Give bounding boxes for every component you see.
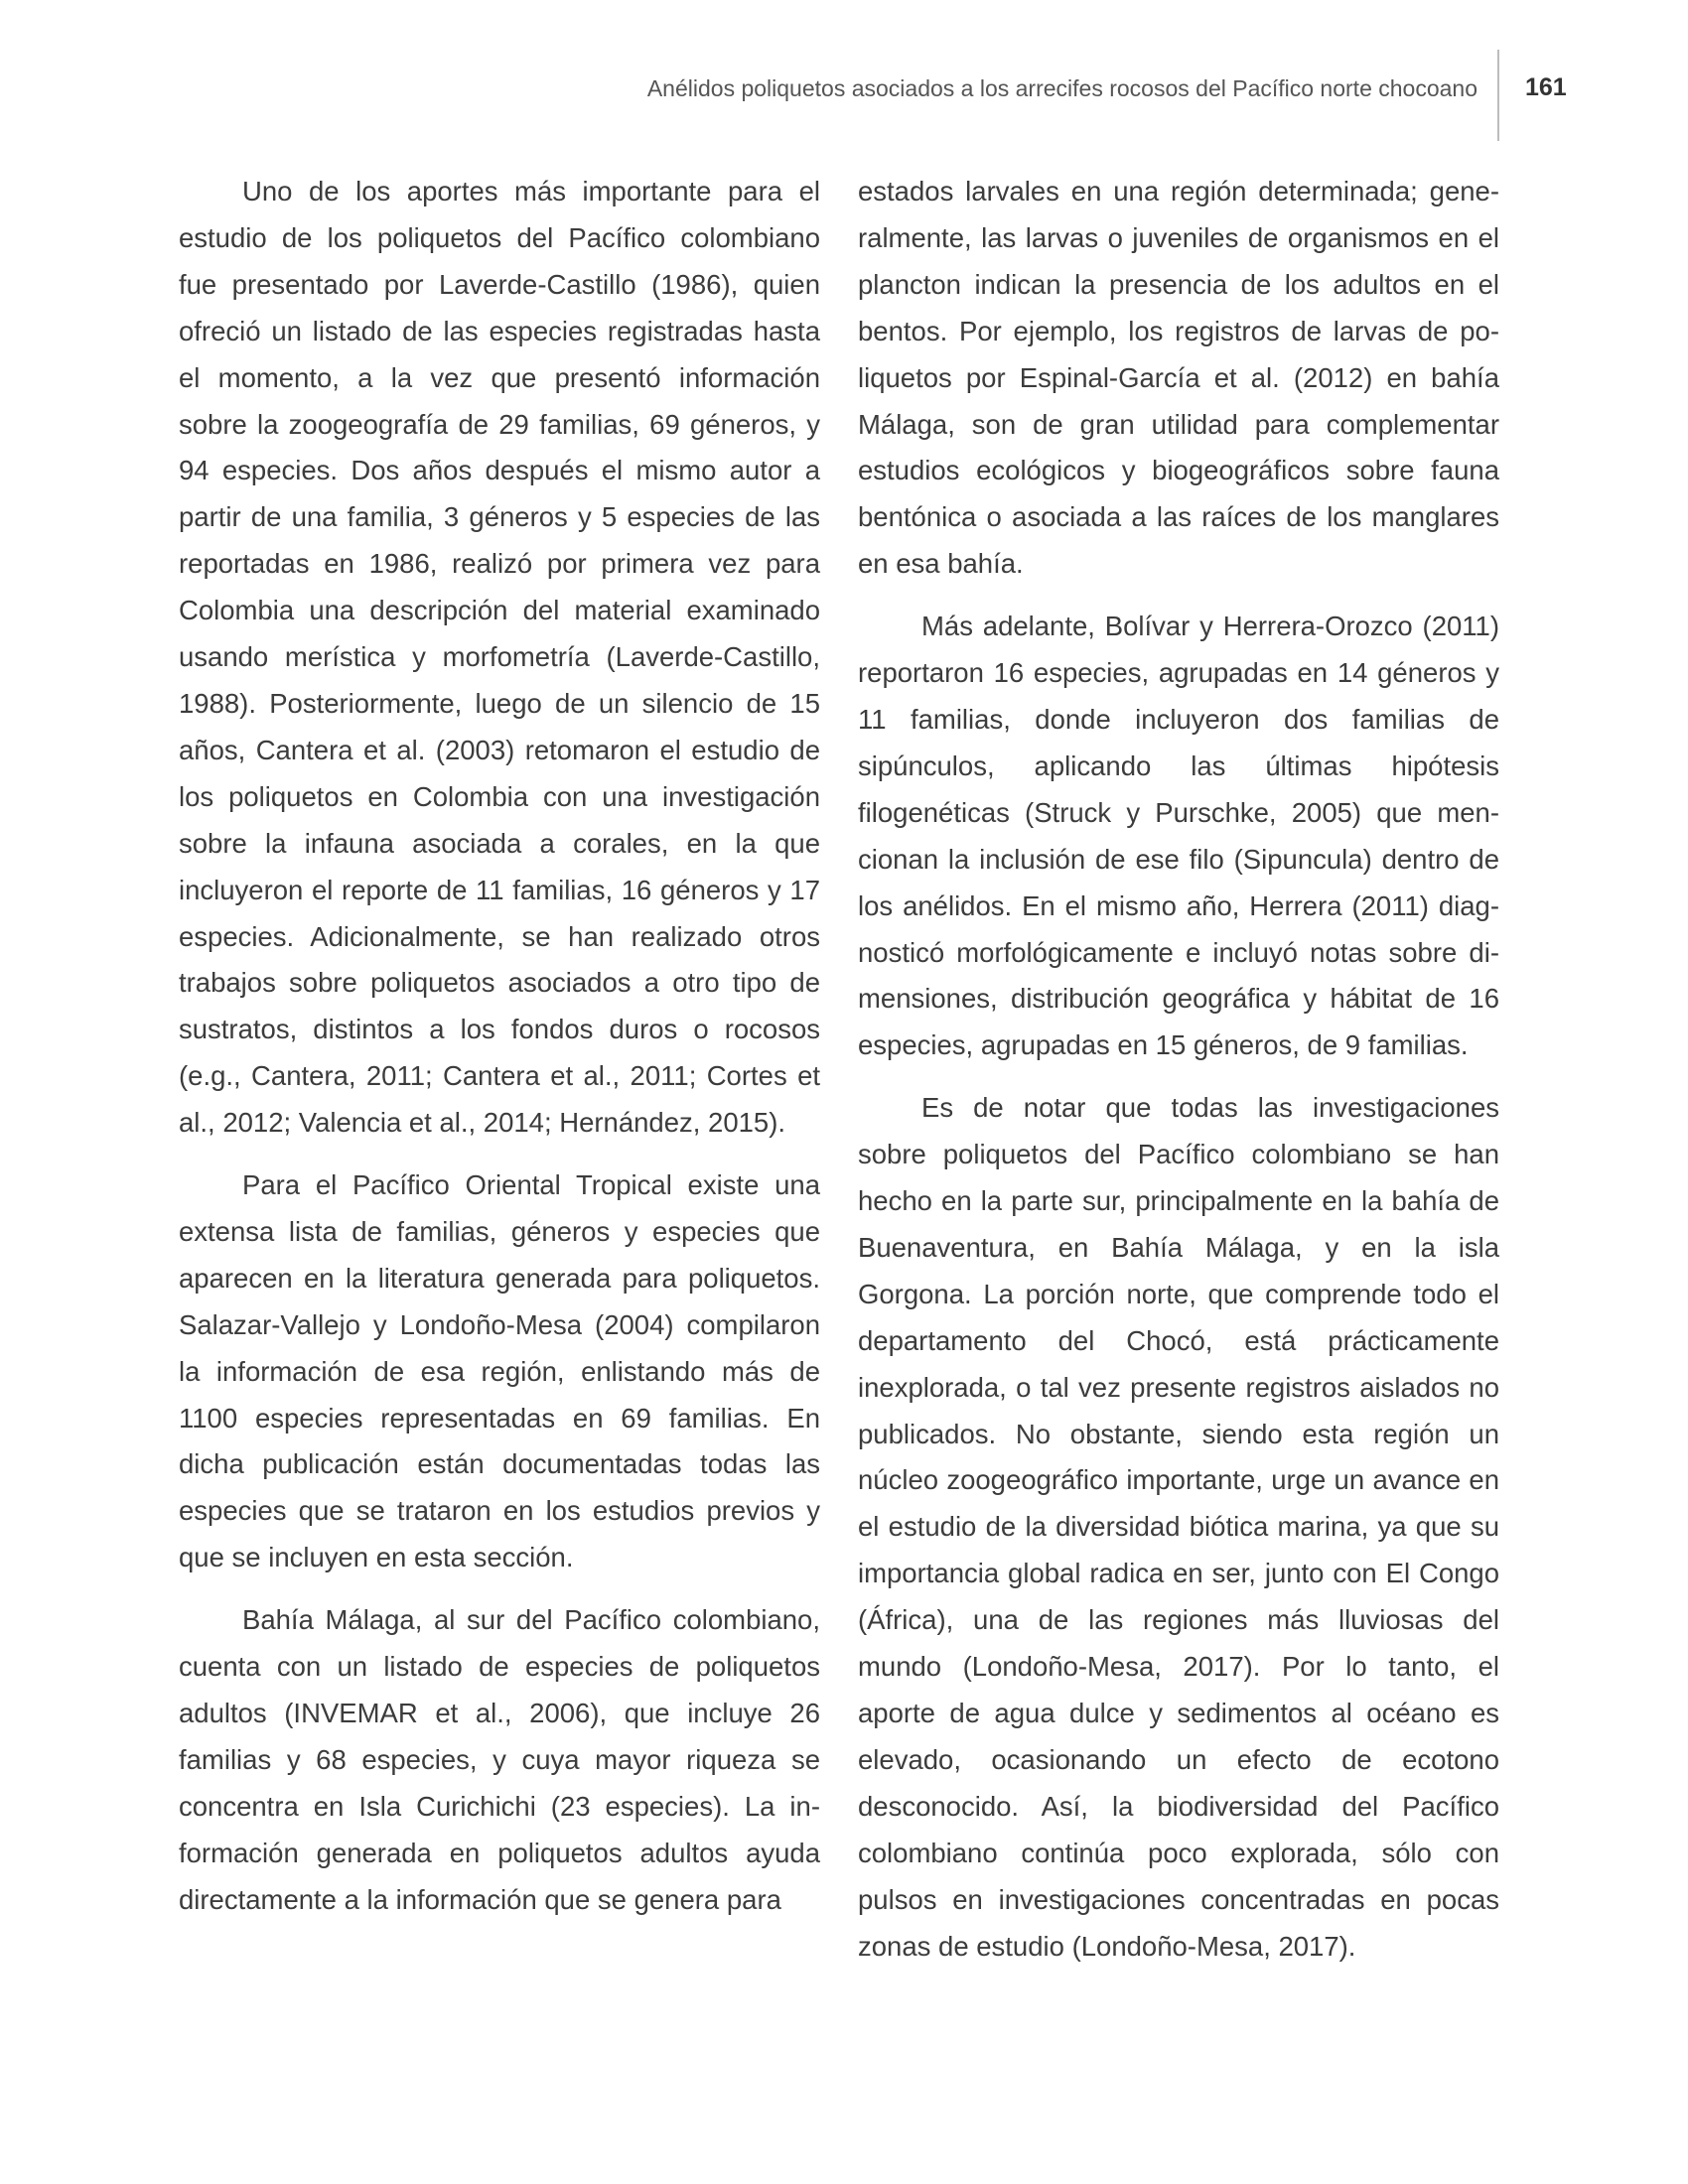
right-column [858, 169, 1499, 1985]
italic-run: et al [179, 1060, 820, 1139]
italic-run: e.g. [188, 1060, 234, 1092]
header-divider [1497, 50, 1499, 141]
text-run: , Cantera, 2011; Cantera [233, 1060, 551, 1092]
text-run: (2012) en bahía Málaga, son de gran utilidad para complementar estudios ecológicos y biogeográficos sobre fauna bentónica o asociada a las raíces de los manglares en esa bahía. [858, 361, 1499, 580]
italic-run: et al. [1213, 361, 1280, 393]
text-run: Bahía Málaga, al sur del Pacífico colombiano, cuenta con un listado de especies de poliquetos adultos (INVEMAR [179, 1604, 820, 1728]
paragraph-laverde-castillo [179, 169, 820, 1147]
left-column [179, 169, 820, 1940]
page-number: 161 [1525, 73, 1567, 101]
italic-run: et al [408, 1107, 461, 1139]
text-run: ., 2014; Hernández, 2015). [460, 1107, 786, 1139]
text-run: ., 2011; Cortes [604, 1060, 798, 1092]
text-run: ., 2012; Valencia [200, 1107, 409, 1139]
running-title: Anélidos poliquetos asociados a los arrecifes rocosos del Pacífico norte chocoano [646, 75, 1477, 101]
paragraph-estados-larvales [858, 169, 1499, 588]
paragraph-pacifico-oriental: Para el Pacífico Oriental Tropical existe una extensa lista de familias, géneros y especies que aparecen en la literatura generada para poliquetos. Salazar-Vallejo y Londoño-Mesa (2004) compilaron la información de esa región, enlistando más de 1100 especies representadas en 69 familias. En dicha publicación están documentadas todas las especies que se trataron en los estudios previos y que se incluyen en esta sección. [179, 1169, 820, 1573]
italic-run: et al., [435, 1698, 512, 1728]
italic-run: et al. [362, 734, 426, 765]
paragraph-investigaciones-sur: Es de notar que todas las investigaciones sobre poliquetos del Pacífico colombiano se han hecho en la parte sur, principalmente en la bahía de Buenaventura, en Bahía Málaga, y en la isla Gorgona. La porción norte, que comprende todo el departamento del Chocó, está prácticamente inexplorada, o tal vez presente registros aislados no publicados. No obstante, siendo esta región un núcleo zoogeográfico importante, urge un avance en el estudio de la diversidad biótica marina, ya que su importancia global radica en ser, junto con El Congo (África), una de las regiones más lluviosas del mundo (Londoño-Mesa, 2017). Por lo tanto, el aporte de agua dulce y sedimentos al océano es elevado, ocasionando un efecto de ecotono desconocido. Así, la biodiversidad del Pacífico colombiano continúa poco explorada, sólo con pulsos en investigaciones concentradas en pocas zonas de estudio (Londoño-Mesa, 2017). [858, 1092, 1499, 1962]
text-run: (2003) retomaron el estudio de los poliquetos en Colombia con una investigación sobre la infauna asociada a corales, en la que incluyeron el reporte de 11 familias, 16 géneros y 17 especies. Adicionalmente, se han realizado otros trabajos sobre poliquetos asociados a otro tipo de sustratos, distintos a los fondos duros o rocosos ( [179, 734, 820, 1092]
italic-run: et al [550, 1060, 605, 1092]
page-header [0, 68, 1688, 137]
text-run: 2006), que incluye 26 familias y 68 especies, y cuya mayor riqueza se concentra en Isla Curichichi (23 especies). La información generada en poliquetos adultos ayuda directamente a la información que se genera para [179, 1698, 820, 1915]
paragraph-bolivar-herrera: Más adelante, Bolívar y Herrera-Orozco (2011) reportaron 16 especies, agrupadas en 14 géneros y 11 familias, donde incluyeron dos familias de sipúnculos, aplicando las últimas hipótesis filogenéticas (Struck y Purschke, 2005) que mencionan la inclusión de ese filo (Sipuncula) dentro de los anélidos. En el mismo año, Herrera (2011) diagnosticó morfológicamente e incluyó notas sobre dimensiones, distribución geográfica y hábitat de 16 especies, agrupadas en 15 géneros, de 9 familias. [858, 611, 1499, 1061]
text-run: estados larvales en una región determinada; generalmente, las larvas o juveniles de organismos en el plancton indican la presencia de los adultos en el bentos. Por ejemplo, los registros de larvas de poliquetos por Espinal-García [858, 176, 1499, 393]
paragraph-bahia-malaga [179, 1597, 820, 1923]
text-run: Uno de los aportes más importante para el estudio de los poliquetos del Pacífico colombiano fue presentado por Laverde-Castillo (1986), quien ofreció un listado de las especies registradas hasta el momento, a la vez que presentó información sobre la zoogeografía de 29 familias, 69 géneros, y 94 especies. Dos años después el mismo autor a partir de una familia, 3 géneros y 5 especies de las reportadas en 1986, realizó por primera vez para Colombia una descripción del material examinado usando merística y morfometría (Laverde-Castillo, 1988). Posteriormente, luego de un silencio de 15 años, Cantera [179, 176, 820, 765]
